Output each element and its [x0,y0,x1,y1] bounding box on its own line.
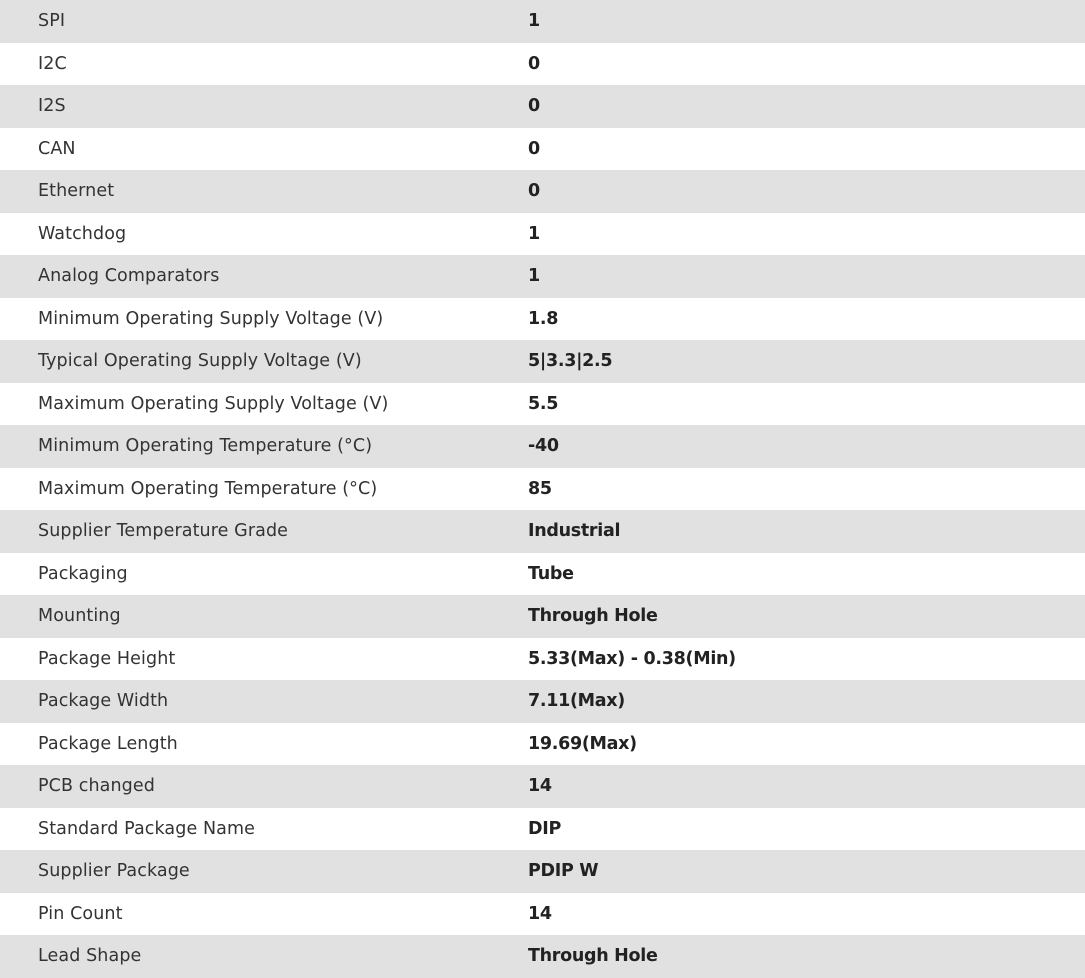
spec-label: Maximum Operating Temperature (°C) [38,478,378,499]
spec-row-min-temperature [0,425,1085,468]
spec-label: Packaging [38,563,128,584]
spec-value: Through Hole [528,946,658,967]
spec-label: SPI [38,11,66,32]
spec-label: Package Height [38,648,176,669]
spec-label: Minimum Operating Temperature (°C) [38,436,373,457]
spec-row-i2c [0,43,1085,86]
spec-label: Typical Operating Supply Voltage (V) [38,351,362,372]
spec-label: Minimum Operating Supply Voltage (V) [38,308,384,329]
spec-value: 1 [528,11,540,32]
spec-value: Tube [528,563,574,584]
spec-label: Package Width [38,691,169,712]
spec-value: 19.69(Max) [528,733,637,754]
spec-value: DIP [528,818,561,839]
spec-value: 1 [528,266,540,287]
spec-row-analog-comparators [0,255,1085,298]
spec-value: 7.11(Max) [528,691,625,712]
spec-label: Supplier Package [38,861,190,882]
spec-row-max-temperature [0,468,1085,511]
spec-row-mounting [0,595,1085,638]
spec-label: Analog Comparators [38,266,220,287]
spec-label: Pin Count [38,903,123,924]
spec-value: 0 [528,138,540,159]
spec-value: 5.5 [528,393,559,414]
spec-row-lead-shape [0,935,1085,978]
spec-value: 5|3.3|2.5 [528,351,613,372]
spec-value: Industrial [528,521,621,542]
spec-row-package-width [0,680,1085,723]
spec-value: 1.8 [528,308,559,329]
spec-label: Maximum Operating Supply Voltage (V) [38,393,389,414]
spec-label: Mounting [38,606,121,627]
spec-value: 0 [528,53,540,74]
spec-row-package-height [0,638,1085,681]
spec-row-supplier-package [0,850,1085,893]
spec-label: I2S [38,96,66,117]
spec-row-i2s [0,85,1085,128]
spec-value: 85 [528,478,552,499]
spec-row-can [0,128,1085,171]
spec-value: -40 [528,436,559,457]
spec-label: PCB changed [38,776,155,797]
spec-row-pcb-changed [0,765,1085,808]
spec-row-temperature-grade [0,510,1085,553]
spec-value: 0 [528,181,540,202]
spec-row-packaging [0,553,1085,596]
spec-value: 0 [528,96,540,117]
spec-row-spi [0,0,1085,43]
spec-label: Standard Package Name [38,818,256,839]
spec-value: 14 [528,776,552,797]
spec-row-pin-count [0,893,1085,936]
spec-value: PDIP W [528,861,599,882]
spec-row-standard-package-name [0,808,1085,851]
spec-row-min-supply-voltage [0,298,1085,341]
spec-row-package-length [0,723,1085,766]
spec-value: 1 [528,223,540,244]
spec-label: CAN [38,138,76,159]
spec-label: Supplier Temperature Grade [38,521,289,542]
spec-label: Package Length [38,733,178,754]
spec-value: 14 [528,903,552,924]
spec-value: 5.33(Max) - 0.38(Min) [528,648,736,669]
spec-row-typical-supply-voltage [0,340,1085,383]
spec-value: Through Hole [528,606,658,627]
spec-row-max-supply-voltage [0,383,1085,426]
spec-label: Watchdog [38,223,127,244]
spec-row-watchdog [0,213,1085,256]
spec-row-ethernet [0,170,1085,213]
spec-label: Lead Shape [38,946,142,967]
spec-label: Ethernet [38,181,115,202]
spec-label: I2C [38,53,67,74]
